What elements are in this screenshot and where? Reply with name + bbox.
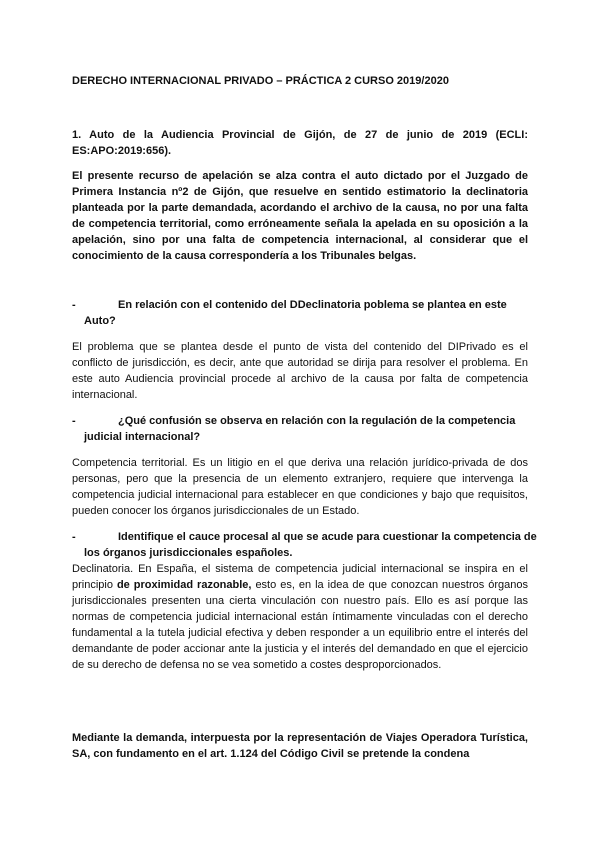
question-2-dash: - xyxy=(72,415,76,427)
question-3-text: Identifique el cauce procesal al que se acude para cuestionar la competencia de los órganos jurisdiccionales españoles. xyxy=(84,531,537,559)
answer-2: Competencia territorial. Es un litigio en el que deriva una relación jurídico-privada de dos personas, pero que la presencia de un elemento extranjero, requiere que intervenga la competencia judicial internacional para establecer en que condiciones y bajo que requisitos, pueden conocer los órganos jurisdiccionales de un Estado. xyxy=(72,457,528,517)
answer-1: El problema que se plantea desde el punto de vista del contenido del DIPrivado es el conflicto de jurisdicción, es decir, ante que autoridad se dirija para resolver el problema. En este auto Audiencia provincial procede al archivo de la causa por falta de competencia internacional. xyxy=(72,341,528,401)
question-1-text: En relación con el contenido del DDeclinatoria poblema se plantea en este Auto? xyxy=(84,299,507,327)
answer-3-after: esto es, en la idea de que conozcan nuestros órganos jurisdiccionales presenten una cierta vinculación con nuestro país. Ello es así porque las normas de competencia judicial internacional están íntimamente vinculadas con el derecho fundamental a la tutela judicial efectiva y deben responder a un equilibrio entre el interés del demandante de poder accionar ante la justicia y el interés del demandado en que el ejercicio de su derecho de defensa no se vea sometido a costes desproporcionados. xyxy=(72,579,528,671)
intro-paragraph: El presente recurso de apelación se alza contra el auto dictado por el Juzgado de Primera Instancia nº2 de Gijón, que resuelve en sentido estimatorio la declinatoria planteada por la parte demandada, acordando el archivo de la causa, no por una falta de competencia territorial, como erróneamente señala la apelada en su oposición a la apelación, sino por una falta de competencia internacional, al considerar que el conocimiento de la causa correspondería a los Tribunales belgas. xyxy=(72,170,528,262)
case-heading: 1. Auto de la Audiencia Provincial de Gijón, de 27 de junio de 2019 (ECLI: ES:APO:2019:656). xyxy=(72,129,528,157)
answer-3-before: Declinatoria. En España, el sistema de competencia judicial internacional se inspira en el principio xyxy=(72,563,528,591)
question-3 xyxy=(72,529,540,561)
answer-3-emphasis: de proximidad razonable, xyxy=(116,579,252,591)
final-paragraph: Mediante la demanda, interpuesta por la representación de Viajes Operadora Turística, SA, con fundamento en el art. 1.124 del Código Civil se pretende la condena xyxy=(72,732,528,760)
question-2-text: ¿Qué confusión se observa en relación con la regulación de la competencia judicial internacional? xyxy=(84,415,516,443)
question-1 xyxy=(72,297,540,329)
question-2 xyxy=(72,413,540,445)
question-1-dash: - xyxy=(72,299,76,311)
document-title: DERECHO INTERNACIONAL PRIVADO – PRÁCTICA 2 CURSO 2019/2020 xyxy=(72,75,449,87)
question-3-dash: - xyxy=(72,531,76,543)
answer-3 xyxy=(72,561,528,673)
